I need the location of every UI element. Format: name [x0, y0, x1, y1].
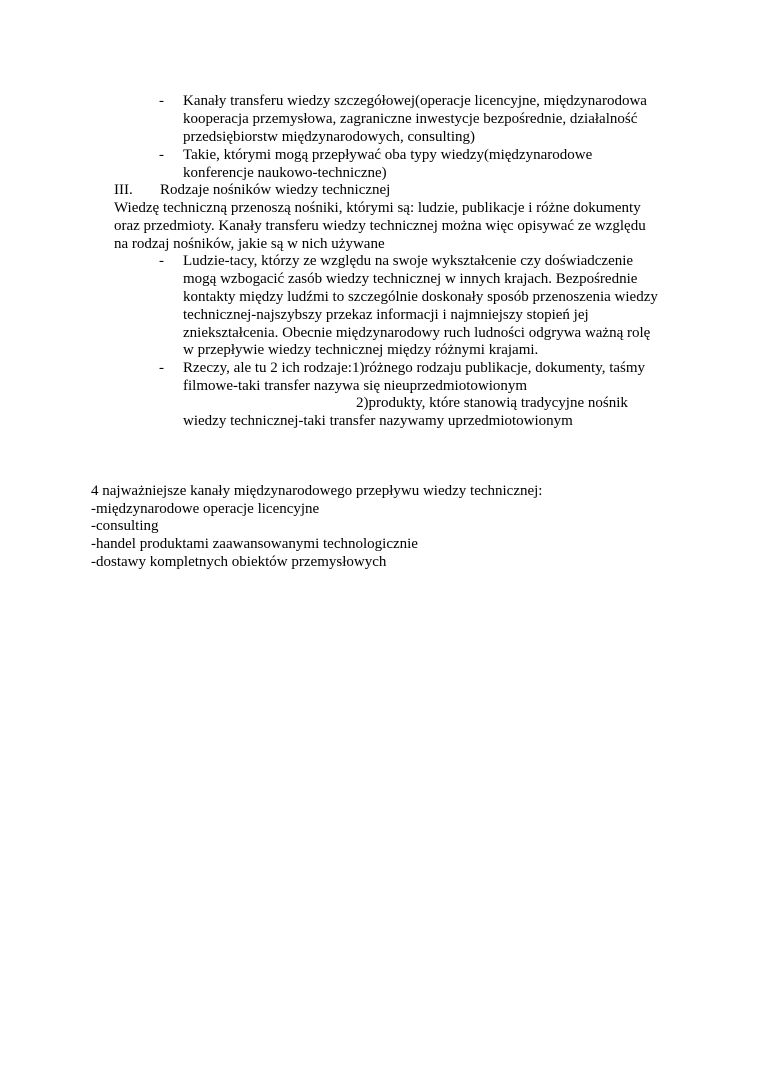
text-line: konferencje naukowo-techniczne) [183, 165, 387, 181]
section-heading: Rodzaje nośników wiedzy technicznej [160, 182, 391, 198]
paragraph-line: Wiedzę techniczną przenoszą nośniki, którymi są: ludzie, publikacje i różne dokumenty [114, 200, 641, 216]
text-line: przedsiębiorstw międzynarodowych, consulting) [183, 129, 476, 145]
section-numeral: III. [114, 182, 133, 198]
text-line: Rzeczy, ale tu 2 ich rodzaje:1)różnego rodzaju publikacje, dokumenty, taśmy [183, 360, 646, 376]
summary-item: -dostawy kompletnych obiektów przemysłowych [91, 554, 387, 570]
summary-item: -consulting [91, 518, 159, 534]
paragraph-line: oraz przedmioty. Kanały transferu wiedzy technicznej można więc opisywać ze względu [114, 218, 646, 234]
text-line: filmowe-taki transfer nazywa się nieuprzedmiotowionym [183, 378, 528, 394]
bullet-dash: - [159, 147, 164, 163]
text-line: kontakty między ludźmi to szczególnie doskonały sposób przenoszenia wiedzy [183, 289, 658, 305]
text-line: Takie, którymi mogą przepływać oba typy wiedzy(międzynarodowe [183, 147, 593, 163]
paragraph-line: na rodzaj nośników, jakie są w nich używane [114, 236, 385, 252]
text-line: kooperacja przemysłowa, zagraniczne inwestycje bezpośrednie, działalność [183, 111, 638, 127]
text-line: Kanały transferu wiedzy szczegółowej(operacje licencyjne, międzynarodowa [183, 93, 647, 109]
summary-item: -międzynarodowe operacje licencyjne [91, 501, 320, 517]
text-line: 2)produkty, które stanowią tradycyjne nośnik [356, 395, 628, 411]
summary-title: 4 najważniejsze kanały międzynarodowego przepływu wiedzy technicznej: [91, 483, 543, 499]
text-line: zniekształcenia. Obecnie międzynarodowy ruch ludności odgrywa ważną rolę [183, 325, 651, 341]
text-line: Ludzie-tacy, którzy ze względu na swoje wykształcenie czy doświadczenie [183, 253, 634, 269]
bullet-dash: - [159, 93, 164, 109]
summary-item: -handel produktami zaawansowanymi technologicznie [91, 536, 418, 552]
text-line: wiedzy technicznej-taki transfer nazywamy uprzedmiotowionym [183, 413, 573, 429]
bullet-dash: - [159, 360, 164, 376]
text-line: w przepływie wiedzy technicznej między różnymi krajami. [183, 342, 539, 358]
text-line: technicznej-najszybszy przekaz informacji i najmniejszy stopień jej [183, 307, 589, 323]
bullet-dash: - [159, 253, 164, 269]
text-line: mogą wzbogacić zasób wiedzy technicznej w innych krajach. Bezpośrednie [183, 271, 638, 287]
